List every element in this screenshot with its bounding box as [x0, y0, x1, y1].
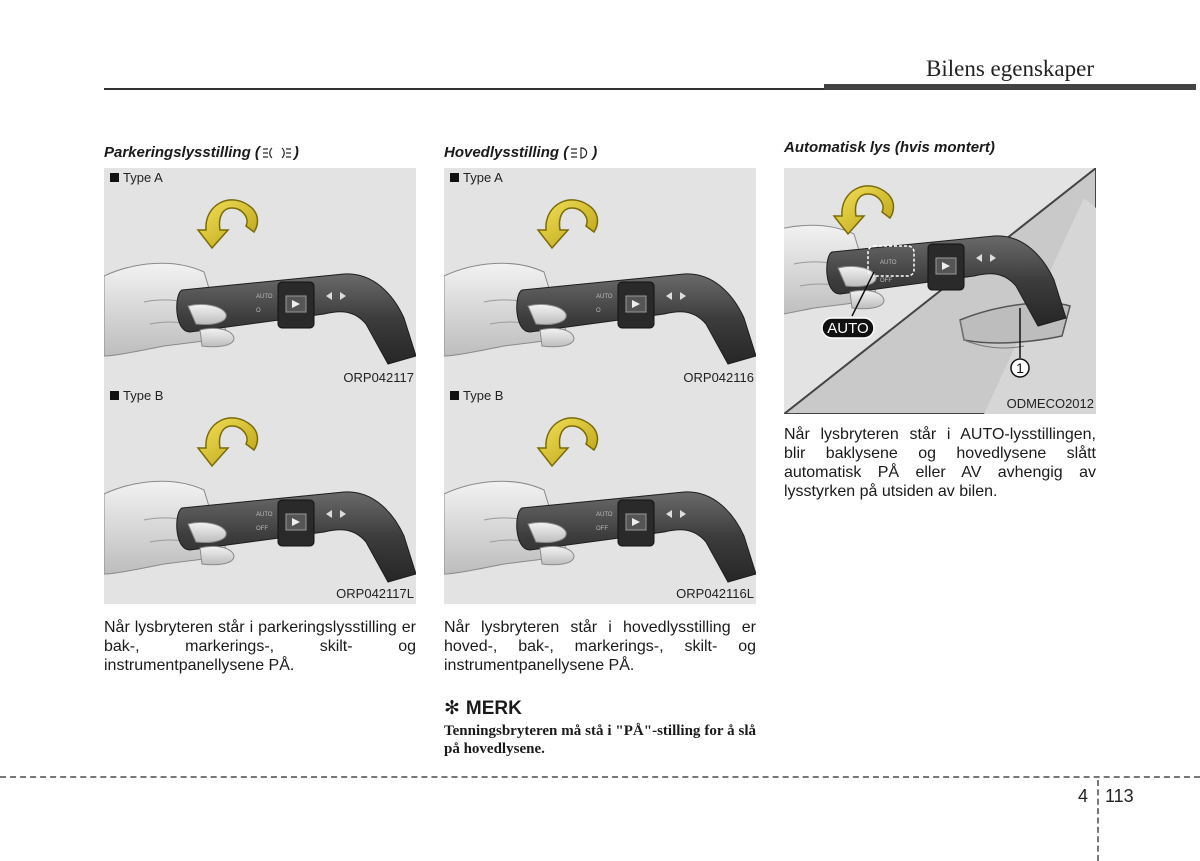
- lighting-stalk-illustration: [444, 186, 756, 366]
- figure-type-label: Type B: [450, 388, 503, 403]
- square-bullet-icon: [450, 173, 459, 182]
- figure-code: ODMECO2012: [1006, 396, 1094, 411]
- stalk-label-off: OFF: [596, 526, 608, 532]
- rotate-arrow-icon: [198, 200, 258, 248]
- rotate-arrow-icon: [538, 200, 598, 248]
- stalk-label-o: O: [596, 308, 601, 314]
- figure-type-label: Type A: [450, 170, 503, 185]
- rotate-arrow-icon: [834, 186, 894, 234]
- chapter-title: Bilens egenskaper: [926, 56, 1094, 81]
- auto-description: Når lysbryteren står i AUTO-lysstillingen, blir baklysene og hovedlysene slått automatisk PÅ eller AV avhengig av lysstyrken på utsiden av bilen.: [784, 426, 1096, 500]
- stalk-label-auto: AUTO: [596, 294, 613, 300]
- note-title: ✻ MERK: [444, 697, 522, 719]
- chapter-number: 4: [1078, 786, 1089, 806]
- figure-type-label: Type B: [110, 388, 163, 403]
- parking-figure-type-b: [104, 386, 416, 604]
- rotate-arrow-icon: [198, 418, 258, 466]
- auto-light-illustration: [784, 168, 1096, 414]
- auto-heading: Automatisk lys (hvis montert): [784, 139, 995, 156]
- headlight-heading: Hovedlysstilling ( ): [444, 144, 598, 161]
- parking-heading: Parkeringslysstilling ( ): [104, 144, 299, 161]
- lighting-stalk-illustration: [104, 404, 416, 584]
- square-bullet-icon: [110, 391, 119, 400]
- asterisk-icon: ✻: [444, 698, 460, 719]
- headlight-icon: [570, 146, 590, 160]
- parking-description: Når lysbryteren står i parkeringslysstilling er bak-, markerings-, skilt- og instrumentpanellysene PÅ.: [104, 619, 416, 674]
- figure-code: ORP042116L: [676, 586, 754, 601]
- stalk-label-off: OFF: [256, 526, 268, 532]
- stalk-label-auto: AUTO: [256, 512, 273, 518]
- figure-code: ORP042116: [683, 370, 754, 385]
- footer-divider: [1097, 780, 1099, 861]
- stalk-label-o: O: [256, 308, 261, 314]
- auto-light-figure: [784, 168, 1096, 414]
- figure-code: ORP042117: [343, 370, 414, 385]
- callout-number: 1: [1016, 360, 1024, 376]
- parking-figure-type-a: [104, 168, 416, 388]
- lighting-stalk-illustration: [444, 404, 756, 584]
- page-number: 113: [1105, 786, 1134, 806]
- parking-light-icon: [262, 146, 292, 160]
- lighting-stalk-illustration: [104, 186, 416, 366]
- headlight-description: Når lysbryteren står i hovedlysstilling er hoved-, bak-, markerings-, skilt- og instrumentpanellysene PÅ.: [444, 619, 756, 674]
- rotate-arrow-icon: [538, 418, 598, 466]
- square-bullet-icon: [450, 391, 459, 400]
- figure-code: ORP042117L: [336, 586, 414, 601]
- headlight-figure-type-a: [444, 168, 756, 388]
- stalk-label-auto: AUTO: [256, 294, 273, 300]
- stalk-label-auto: AUTO: [880, 260, 897, 266]
- auto-badge-label: AUTO: [827, 320, 869, 337]
- header-rule-accent: [824, 84, 1196, 90]
- note-text: Tenningsbryteren må stå i "PÅ"-stilling for å slå på hovedlysene.: [444, 723, 756, 757]
- square-bullet-icon: [110, 173, 119, 182]
- stalk-label-off: OFF: [880, 278, 892, 284]
- headlight-figure-type-b: [444, 386, 756, 604]
- figure-type-label: Type A: [110, 170, 163, 185]
- footer-rule: [0, 776, 1200, 778]
- stalk-label-auto: AUTO: [596, 512, 613, 518]
